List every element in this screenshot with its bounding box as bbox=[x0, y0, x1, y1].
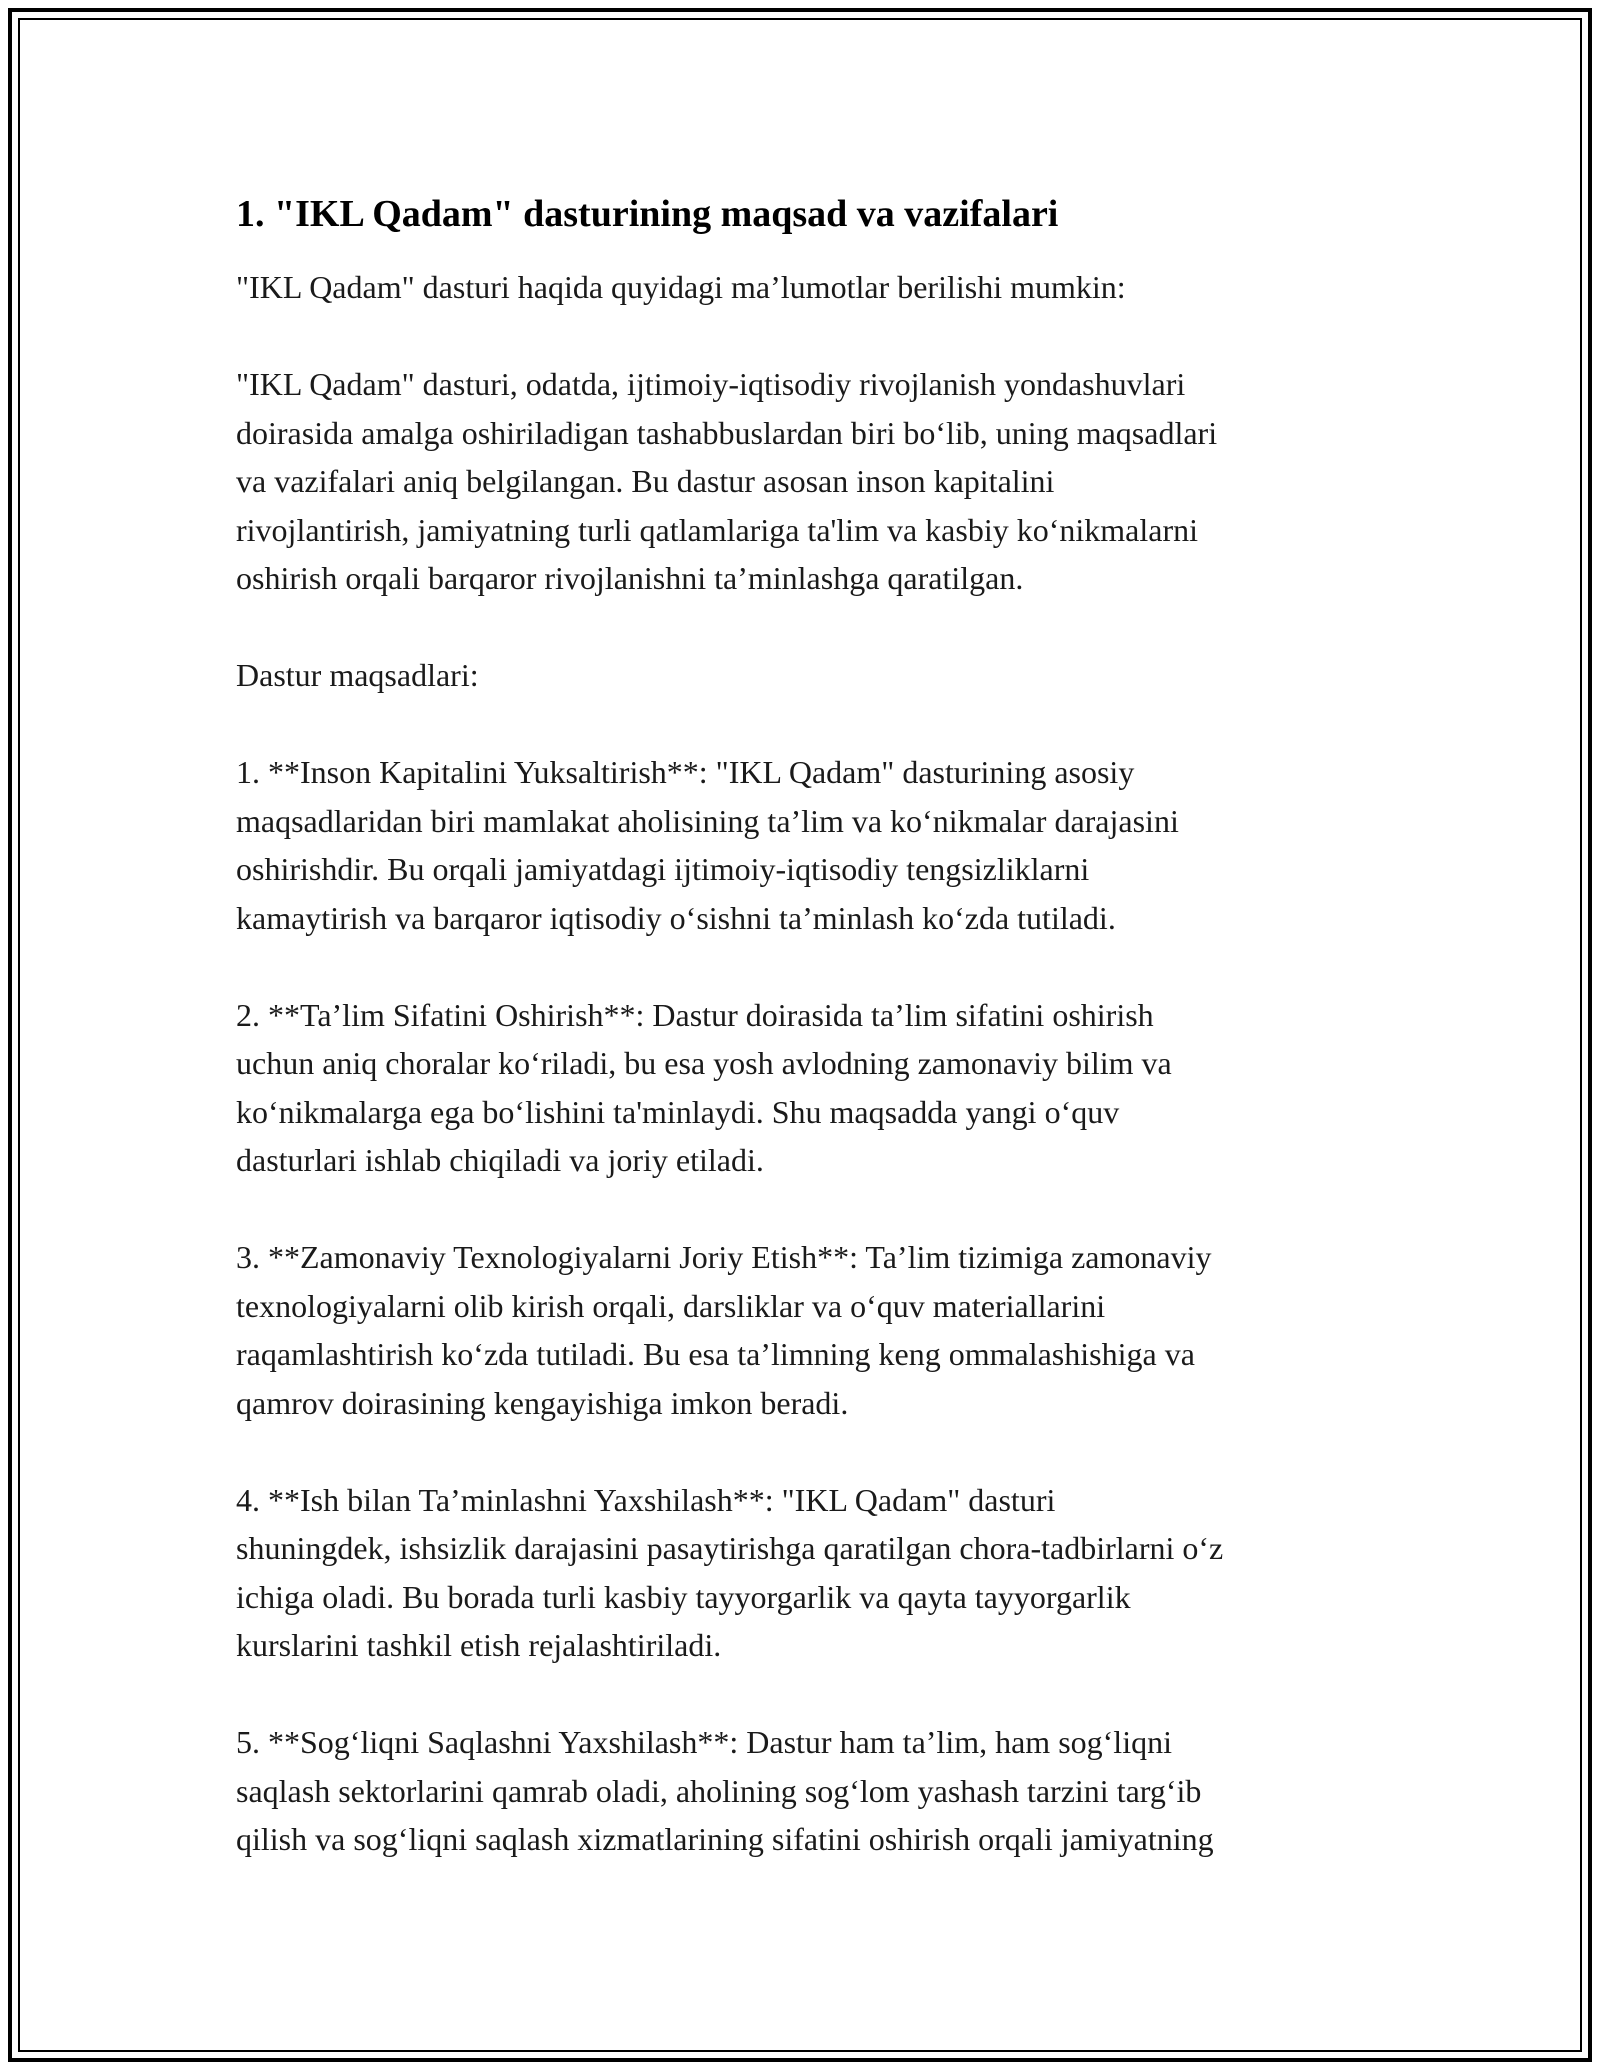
paragraph-line: qamrov doirasining kengayishiga imkon beradi. bbox=[236, 1384, 849, 1421]
paragraph-line: shuningdek, ishsizlik darajasini pasaytirishga qaratilgan chora-tadbirlarni o‘z bbox=[236, 1530, 1224, 1566]
paragraph-line: va vazifalari aniq belgilangan. Bu dastur asosan inson kapitalini bbox=[236, 463, 1055, 499]
paragraph-line: raqamlashtirish ko‘zda tutiladi. Bu esa ta’limning keng ommalashishiga va bbox=[236, 1336, 1195, 1372]
paragraph-line: oshirishdir. Bu orqali jamiyatdagi ijtimoiy-iqtisodiy tengsizliklarni bbox=[236, 851, 1090, 887]
paragraph-line: oshirish orqali barqaror rivojlanishni ta’minlashga qaratilgan. bbox=[236, 560, 1024, 596]
paragraph-line: Dastur maqsadlari: bbox=[236, 657, 479, 693]
paragraph bbox=[236, 263, 1376, 312]
paragraph-line: maqsadlaridan biri mamlakat aholisining ta’lim va ko‘nikmalar darajasini bbox=[236, 802, 1179, 839]
paragraph bbox=[236, 1233, 1376, 1427]
paragraph-line: uchun aniq choralar ko‘riladi, bu esa yosh avlodning zamonaviy bilim va bbox=[236, 1045, 1172, 1081]
paragraph-line: saqlash sektorlarini qamrab oladi, aholining sog‘lom yashash tarzini targ‘ib bbox=[236, 1772, 1202, 1809]
document-title: 1. "IKL Qadam" dasturining maqsad va vazifalari bbox=[236, 193, 1059, 235]
paragraph bbox=[236, 1718, 1376, 1864]
paragraph-line: ichiga oladi. Bu borada turli kasbiy tayyorgarlik va qayta tayyorgarlik bbox=[236, 1578, 1131, 1615]
paragraph-line: "IKL Qadam" dasturi haqida quyidagi ma’lumotlar berilishi mumkin: bbox=[236, 269, 1126, 305]
paragraph bbox=[236, 651, 1376, 700]
paragraph-line: rivojlantirish, jamiyatning turli qatlamlariga ta'lim va kasbiy ko‘nikmalarni bbox=[236, 511, 1198, 548]
paragraph-line: 2. **Ta’lim Sifatini Oshirish**: Dastur doirasida ta’lim sifatini oshirish bbox=[236, 996, 1154, 1033]
paragraph-line: dasturlari ishlab chiqiladi va joriy etiladi. bbox=[236, 1142, 764, 1178]
paragraph-line: qilish va sog‘liqni saqlash xizmatlarining sifatini oshirish orqali jamiyatning bbox=[236, 1821, 1214, 1857]
paragraph bbox=[236, 360, 1376, 603]
paragraph-line: kamaytirish va barqaror iqtisodiy o‘sishni ta’minlash ko‘zda tutiladi. bbox=[236, 899, 1116, 936]
paragraph bbox=[236, 748, 1376, 942]
paragraph-line: doirasida amalga oshiriladigan tashabbuslardan biri bo‘lib, uning maqsadlari bbox=[236, 414, 1218, 451]
paragraph-list bbox=[236, 263, 1376, 1864]
paragraph-line: 1. **Inson Kapitalini Yuksaltirish**: "IKL Qadam" dasturining asosiy bbox=[236, 754, 1135, 790]
paragraph-line: kurslarini tashkil etish rejalashtiriladi. bbox=[236, 1627, 722, 1663]
paragraph-line: 5. **Sog‘liqni Saqlashni Yaxshilash**: Dastur ham ta’lim, ham sog‘liqni bbox=[236, 1724, 1172, 1760]
paragraph bbox=[236, 1476, 1376, 1670]
paragraph-line: 3. **Zamonaviy Texnologiyalarni Joriy Etish**: Ta’lim tizimiga zamonaviy bbox=[236, 1239, 1212, 1275]
paragraph-line: "IKL Qadam" dasturi, odatda, ijtimoiy-iqtisodiy rivojlanish yondashuvlari bbox=[236, 366, 1186, 402]
paragraph-line: texnologiyalarni olib kirish orqali, darsliklar va o‘quv materiallarini bbox=[236, 1287, 1106, 1324]
paragraph-line: ko‘nikmalarga ega bo‘lishini ta'minlaydi. Shu maqsadda yangi o‘quv bbox=[236, 1093, 1120, 1130]
paragraph bbox=[236, 991, 1376, 1185]
paragraph-line: 4. **Ish bilan Ta’minlashni Yaxshilash**: "IKL Qadam" dasturi bbox=[236, 1481, 1056, 1518]
document-body bbox=[236, 185, 1376, 1912]
